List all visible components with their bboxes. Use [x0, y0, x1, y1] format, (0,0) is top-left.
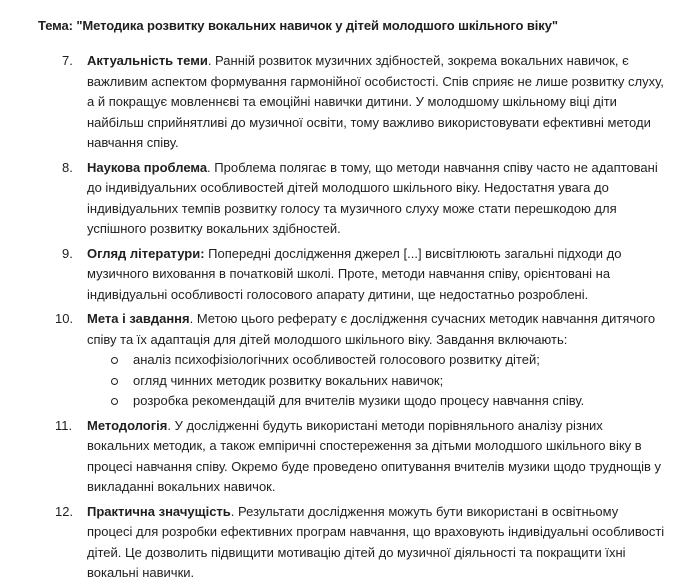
list-item-text: . Ранній розвиток музичних здібностей, зокрема вокальних навичок, є важливим аспектом формування гармонійної особистості. Спів сприяє не лише розвитку слуху, а й покращує мовленнєві та емоційні навички дитини. У молодшому шкільному віці діти найбільш сприйнятливі до музичної освіти, тому важливо використовувати ефективні методи навчання співу. [87, 53, 664, 150]
list-item-heading: Мета і завдання [87, 311, 190, 326]
sublist-item [87, 371, 667, 392]
list-item [38, 502, 667, 584]
list-item-heading: Методологія [87, 417, 168, 433]
list-item [38, 309, 667, 412]
hollow-circle-bullet-icon [111, 378, 118, 385]
numbered-list [38, 51, 667, 584]
hollow-circle-bullet-icon [111, 398, 118, 405]
list-item-number: 7. [62, 53, 73, 68]
sublist-item-text: аналіз психофізіологічних особливостей голосового розвитку дітей; [133, 352, 540, 367]
list-item-heading: Наукова проблема [87, 159, 208, 175]
list-item-text: Попередні дослідження джерел [...] висвітлюють загальні підходи до музичного виховання в початковій школі. Проте, методи навчання співу, орієнтовані на індивідуальні особливості голосового апарату дитини, ще недостатньо розроблені. [87, 245, 622, 302]
list-item [38, 51, 667, 154]
list-item-heading: Огляд літератури: [87, 245, 205, 261]
list-item-text: . У дослідженні будуть використані методи порівняльного аналізу різних вокальних методик, а також емпіричні спостереження за дітьми молодшого шкільного віку в процесі навчання співу. Окремо буде проведено опитування вчителів музики щодо труднощів у викладанні вокальних навичок. [87, 417, 662, 494]
sublist-item-text: розробка рекомендацій для вчителів музики щодо процесу навчання співу. [133, 393, 585, 408]
sublist-item [87, 350, 667, 371]
list-item [38, 158, 667, 240]
list-item-number: 12. [55, 503, 74, 519]
bullet-sublist [87, 350, 667, 412]
list-item [38, 244, 667, 306]
sublist-item-text: огляд чинних методик розвитку вокальних навичок; [133, 372, 444, 388]
sublist-item [87, 391, 667, 412]
list-item-text: . Результати дослідження можуть бути використані в освітньому процесі для розробки ефективних програм навчання, що враховують індивідуальні особливості дітей. Це дозволить підвищити мотивацію дітей до музичної діяльності та покращити їхні вокальні навички. [87, 503, 665, 580]
list-item-text: . Метою цього реферату є дослідження сучасних методик навчання дитячого співу та їх адаптація для дітей молодшого шкільного віку. Завдання включають: [87, 311, 656, 347]
list-item-number: 8. [62, 159, 73, 175]
list-item-heading: Практична значущість [87, 503, 231, 519]
document-topic: Тема: "Методика розвитку вокальних навичок у дітей молодшого шкільного віку" [38, 18, 558, 33]
list-item-number: 9. [62, 245, 73, 261]
list-item-heading: Актуальність теми [87, 53, 208, 68]
list-item-number: 10. [55, 311, 74, 326]
list-item-text: . Проблема полягає в тому, що методи навчання співу часто не адаптовані до індивідуальних особливостей дітей молодшого шкільного віку. Недостатня увага до індивідуальних темпів розвитку голосу та музичного слуху може стати перешкодою для успішного розвитку вокальних здібностей. [87, 159, 658, 236]
list-item-number: 11. [55, 417, 73, 433]
hollow-circle-bullet-icon [111, 357, 118, 364]
list-item [38, 416, 667, 498]
